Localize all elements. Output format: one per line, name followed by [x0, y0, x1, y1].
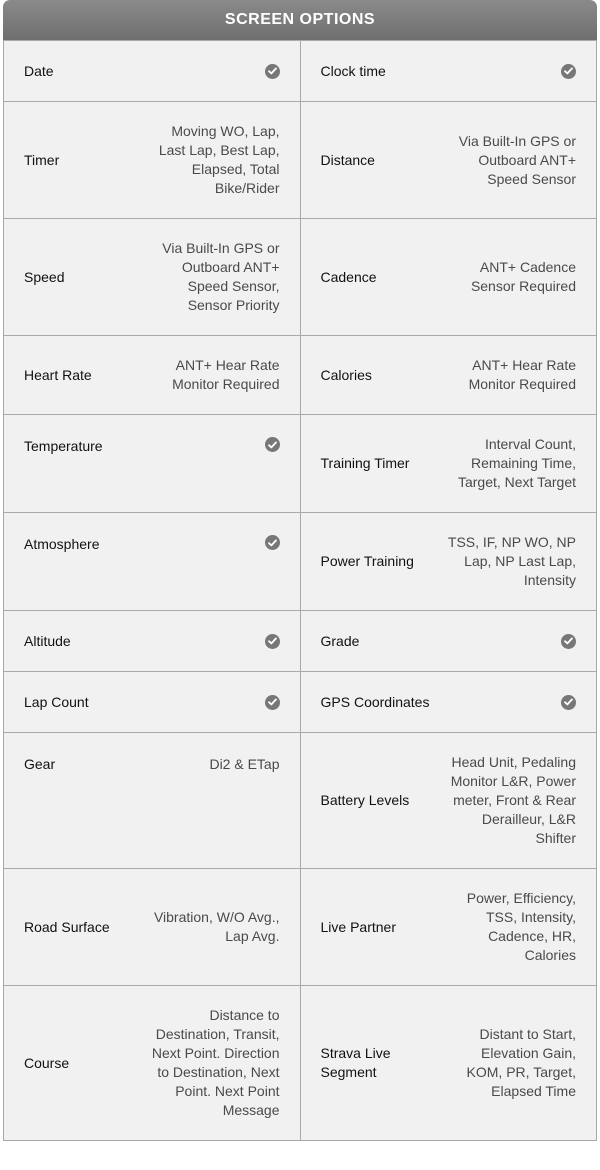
option-cell	[300, 986, 597, 1141]
option-label: Temperature	[24, 438, 103, 454]
check-circle-icon	[561, 64, 576, 79]
option-label: Lap Count	[24, 693, 89, 710]
screen-options-table	[3, 40, 597, 1141]
option-description: TSS, IF, NP WO, NP Lap, NP Last Lap, Intensity	[447, 534, 576, 588]
option-label: Grade	[320, 632, 360, 649]
option-label: Heart Rate	[24, 366, 92, 383]
option-cell	[300, 102, 597, 219]
table-row	[4, 219, 597, 336]
table-row	[4, 336, 597, 415]
option-description: Distant to Start, Elevation Gain, KOM, PR, Target, Elapsed Time	[466, 1026, 576, 1099]
option-label: Strava Live Segment	[320, 1045, 391, 1080]
option-cell	[4, 336, 301, 415]
option-cell	[4, 415, 301, 513]
option-label: Calories	[320, 366, 372, 383]
check-circle-icon	[265, 64, 280, 79]
option-label: Clock time	[320, 62, 386, 79]
check-circle-icon	[561, 695, 576, 710]
option-description: Head Unit, Pedaling Monitor L&R, Power meter, Front & Rear Derailleur, L&R Shifter	[450, 754, 576, 846]
option-cell	[4, 513, 301, 611]
screen-options-card	[3, 0, 597, 1141]
table-row	[4, 733, 597, 869]
option-description: Via Built-In GPS or Outboard ANT+ Speed Sensor, Sensor Priority	[162, 240, 280, 313]
option-cell	[4, 219, 301, 336]
option-cell	[4, 41, 301, 102]
option-description: Power, Efficiency, TSS, Intensity, Cadence, HR, Calories	[466, 890, 576, 963]
option-cell	[4, 986, 301, 1141]
table-header	[3, 0, 597, 40]
table-row	[4, 415, 597, 513]
table-row	[4, 611, 597, 672]
check-circle-icon	[265, 535, 280, 550]
option-label: Cadence	[320, 268, 377, 285]
header-title: SCREEN OPTIONS	[224, 11, 376, 28]
option-label: Live Partner	[320, 918, 396, 935]
option-description: Distance to Destination, Transit, Next Point. Direction to Destination, Next Point. Next Point Message	[151, 1007, 280, 1118]
option-label: Road Surface	[24, 918, 110, 935]
table-row	[4, 513, 597, 611]
option-label: Distance	[320, 151, 375, 168]
option-cell	[300, 415, 597, 513]
table-row	[4, 869, 597, 986]
option-description: Di2 & ETap	[209, 756, 280, 772]
option-cell	[300, 733, 597, 869]
option-label: Gear	[24, 756, 56, 772]
check-circle-icon	[265, 695, 280, 710]
option-label: Power Training	[320, 553, 414, 569]
option-description: Via Built-In GPS or Outboard ANT+ Speed Sensor	[458, 132, 576, 187]
option-cell	[300, 611, 597, 672]
option-cell	[4, 102, 301, 219]
option-label: Altitude	[24, 632, 71, 649]
option-description: Interval Count, Remaining Time, Target, Next Target	[457, 436, 576, 490]
option-cell	[4, 672, 301, 733]
option-cell	[300, 672, 597, 733]
option-label: Training Timer	[320, 455, 410, 471]
option-description: ANT+ Hear Rate Monitor Required	[468, 357, 576, 392]
table-row	[4, 41, 597, 102]
option-label: Speed	[24, 268, 65, 285]
option-description: Moving WO, Lap, Last Lap, Best Lap, Elapsed, Total Bike/Rider	[158, 123, 280, 196]
check-circle-icon	[561, 634, 576, 649]
option-label: Atmosphere	[24, 536, 100, 552]
option-label: Course	[24, 1054, 70, 1071]
option-cell	[4, 733, 301, 869]
option-description: Vibration, W/O Avg., Lap Avg.	[153, 909, 280, 944]
table-row	[4, 672, 597, 733]
check-circle-icon	[265, 634, 280, 649]
table-row	[4, 986, 597, 1141]
table-row	[4, 102, 597, 219]
option-label: Battery Levels	[320, 792, 410, 808]
option-cell	[4, 611, 301, 672]
option-label: Timer	[24, 151, 60, 168]
option-cell	[300, 41, 597, 102]
option-cell	[300, 336, 597, 415]
option-cell	[300, 869, 597, 986]
option-label: GPS Coordinates	[320, 693, 430, 710]
option-description: ANT+ Cadence Sensor Required	[470, 259, 576, 294]
option-cell	[300, 513, 597, 611]
option-label: Date	[24, 62, 54, 79]
check-circle-icon	[265, 437, 280, 452]
option-cell	[300, 219, 597, 336]
option-description: ANT+ Hear Rate Monitor Required	[172, 357, 280, 392]
option-cell	[4, 869, 301, 986]
